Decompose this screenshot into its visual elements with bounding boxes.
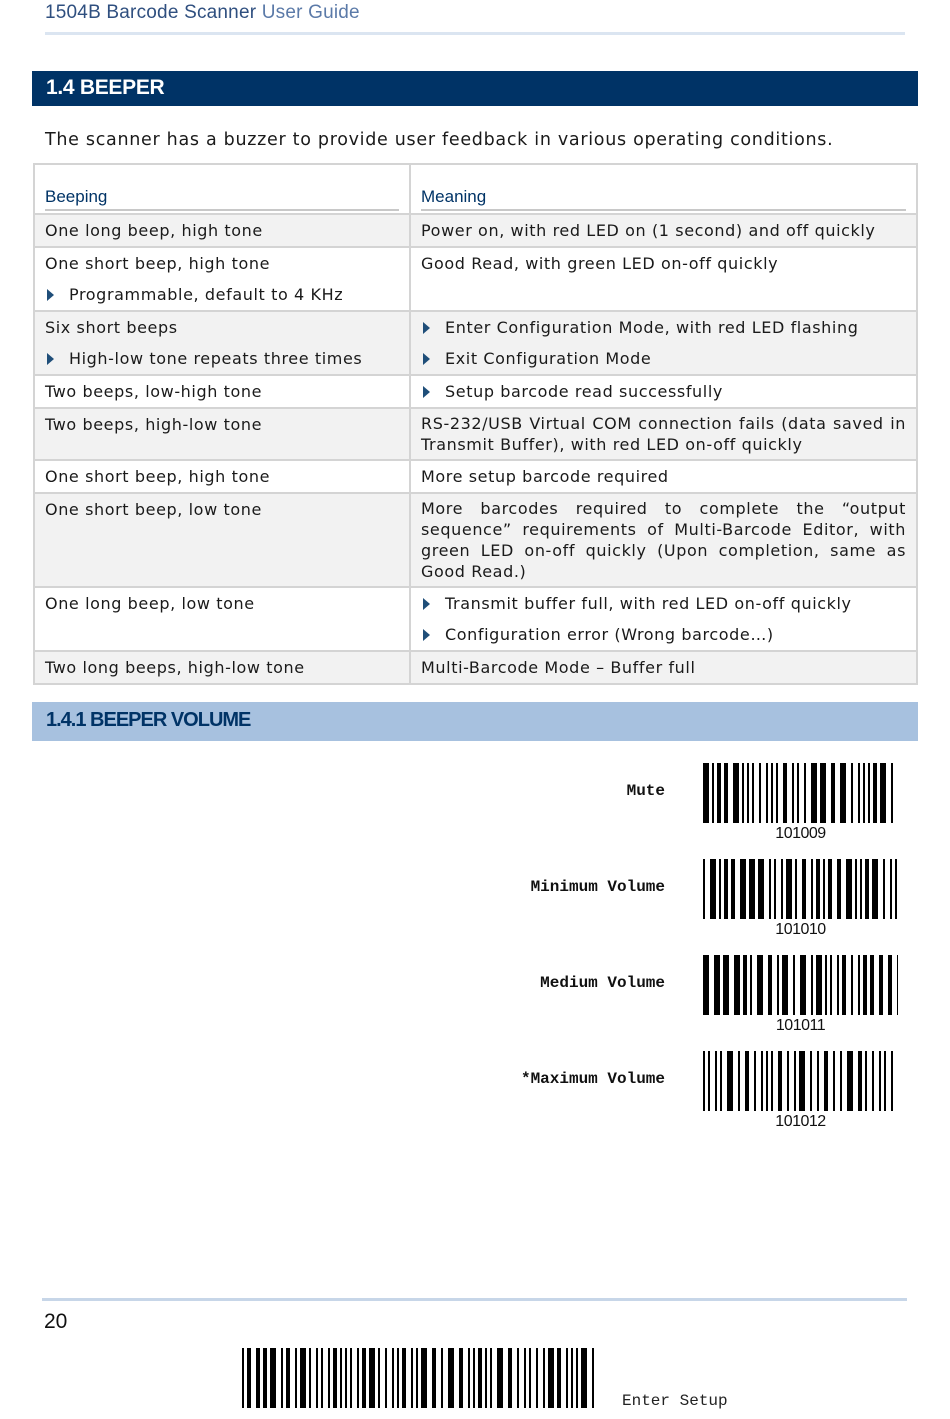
beep-cell: One long beep, high tone <box>45 221 263 240</box>
table-row <box>34 214 917 247</box>
meaning-bullet: Setup barcode read successfully <box>421 376 906 407</box>
option-label-minimum-volume: Minimum Volume <box>530 878 665 896</box>
beep-bullet: Programmable, default to 4 KHz <box>45 279 399 310</box>
barcode-number: 101009 <box>775 825 826 842</box>
barcode-number: 101012 <box>775 1113 826 1130</box>
beep-cell: Two long beeps, high-low tone <box>45 658 305 677</box>
barcode-minimum-volume[interactable] <box>703 859 898 919</box>
barcode-mute[interactable] <box>703 763 898 823</box>
barcode-number: 101011 <box>775 1017 826 1034</box>
option-label-medium-volume: Medium Volume <box>540 974 665 992</box>
meaning-cell: Power on, with red LED on (1 second) and off quickly <box>421 221 876 240</box>
product-name: 1504B Barcode Scanner <box>45 2 257 23</box>
meaning-bullet: Enter Configuration Mode, with red LED flashing <box>421 312 906 343</box>
header-divider <box>45 32 905 35</box>
beep-cell: Two beeps, high-low tone <box>45 415 263 434</box>
table-row <box>34 460 917 493</box>
table-row <box>34 408 917 460</box>
section-title: 1.4 BEEPER <box>46 76 165 99</box>
column-header-meaning: Meaning <box>410 164 917 214</box>
barcode-medium-volume[interactable] <box>703 955 898 1015</box>
meaning-cell: Multi-Barcode Mode – Buffer full <box>421 658 696 677</box>
column-header-beeping: Beeping <box>34 164 410 214</box>
beep-cell: One long beep, low tone <box>45 594 255 613</box>
meaning-cell: More setup barcode required <box>421 467 669 486</box>
footer-divider <box>42 1298 907 1301</box>
barcode-maximum-volume[interactable] <box>703 1051 898 1111</box>
intro-paragraph: The scanner has a buzzer to provide user feedback in various operating conditions. <box>45 130 834 150</box>
beeper-table <box>33 163 918 685</box>
enter-setup-label: Enter Setup <box>622 1392 728 1410</box>
page-number: 20 <box>44 1310 68 1333</box>
barcode-number: 101010 <box>775 921 826 938</box>
meaning-cell: RS-232/USB Virtual COM connection fails (data saved in Transmit Buffer), with red LED on-off quickly <box>421 414 906 454</box>
option-label-mute: Mute <box>626 782 665 800</box>
meaning-bullet: Configuration error (Wrong barcode…) <box>421 619 906 650</box>
beep-cell: One short beep, high tone <box>45 467 271 486</box>
table-row <box>34 651 917 684</box>
meaning-cell: Good Read, with green LED on-off quickly <box>421 254 779 273</box>
guide-label: User Guide <box>256 2 360 23</box>
table-row <box>34 493 917 587</box>
section-banner <box>32 71 918 106</box>
meaning-bullet: Exit Configuration Mode <box>421 343 906 374</box>
beep-cell: One short beep, high tone <box>45 254 271 273</box>
meaning-cell: More barcodes required to complete the “output sequence” requirements of Multi-Barcode Editor, with green LED on-off quickly (Upon completion, same as Good Read.) <box>421 499 906 581</box>
beep-cell: One short beep, low tone <box>45 500 262 519</box>
option-label-maximum-volume: *Maximum Volume <box>520 1070 665 1088</box>
table-row <box>34 247 917 311</box>
table-row <box>34 311 917 375</box>
subsection-title: 1.4.1 BEEPER VOLUME <box>46 709 251 731</box>
beep-cell: Two beeps, low-high tone <box>45 382 263 401</box>
enter-setup-barcode[interactable] <box>242 1348 594 1408</box>
meaning-bullet: Transmit buffer full, with red LED on-off quickly <box>421 588 906 619</box>
beep-bullet: High-low tone repeats three times <box>45 343 399 374</box>
beep-cell: Six short beeps <box>45 318 178 337</box>
table-row <box>34 375 917 408</box>
subsection-banner <box>32 702 918 741</box>
table-row <box>34 587 917 651</box>
document-header <box>45 2 360 24</box>
